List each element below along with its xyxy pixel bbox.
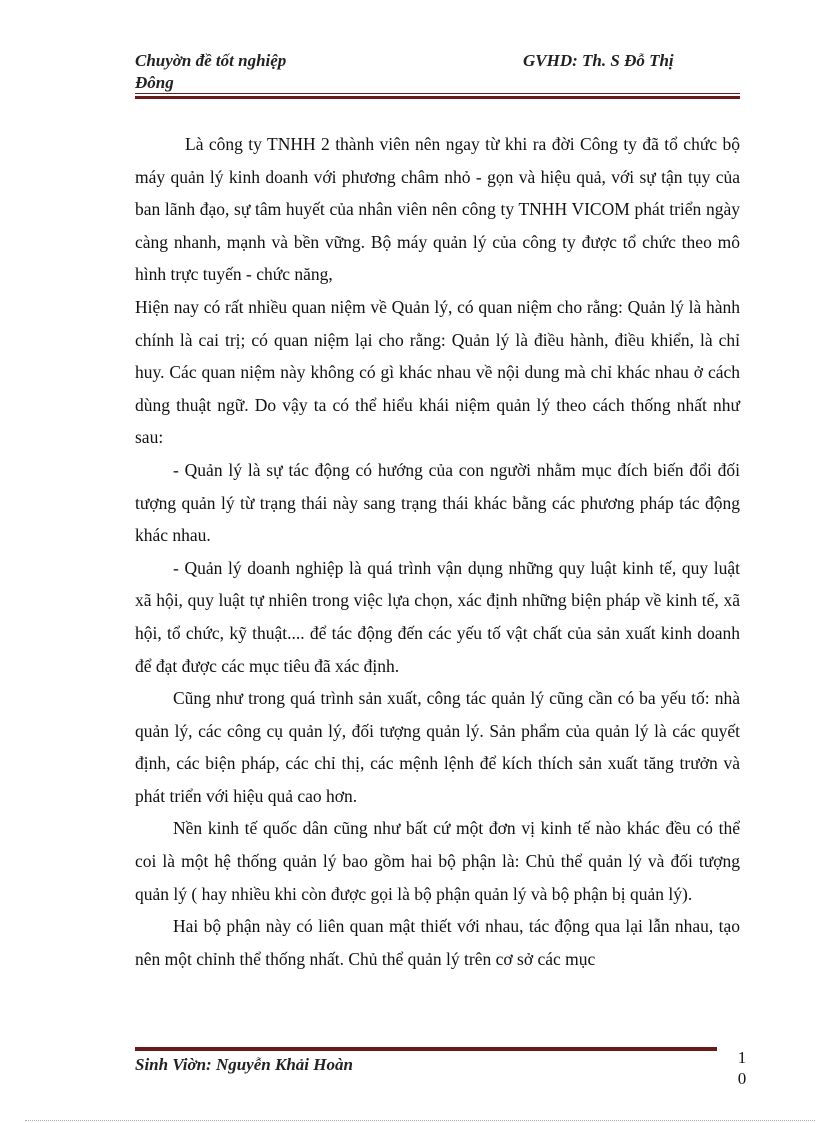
paragraph-3: - Quản lý là sự tác động có hướng của con người nhằm mục đích biến đổi đối tượng quản lý từ trạng thái này sang trạng thái khác bằng các phương pháp tác động khác nhau.	[135, 459, 740, 546]
paragraph-2: Hiện nay có rất nhiều quan niệm về Quản lý, có quan niệm cho rằng: Quản lý là hành chính là cai trị; có quan niệm lại cho rằng: Quản lý là điều hành, điều khiển, là chỉ huy. Các quan niệm này không có gì khác nhau về nội dung mà chỉ khác nhau ở cách dùng thuật ngữ. Do vậy ta có thể hiểu khái niệm quản lý theo cách thống nhất như sau:	[135, 296, 740, 448]
paragraph-6: Nền kinh tế quốc dân cũng như bất cứ một đơn vị kinh tế nào khác đều có thể coi là một hệ thống quản lý bao gồm hai bộ phận là: Chủ thể quản lý và đối tượng quản lý ( hay nhiều khi còn được gọi là bộ phận quản lý và bộ phận bị quản lý).	[135, 818, 740, 904]
header-topic-line1: Chuyờn đề tốt nghiệp	[135, 51, 287, 70]
header-divider	[135, 93, 740, 99]
page-number-digit-2: 0	[737, 1069, 747, 1088]
footer-divider	[135, 1045, 717, 1051]
paragraph-1: Là công ty TNHH 2 thành viên nên ngay từ khi ra đời Công ty đã tổ chức bộ máy quản lý kinh doanh với phương châm nhỏ - gọn và hiệu quả, với sự tận tụy của ban lãnh đạo, sự tâm huyết của nhân viên nên công ty TNHH VICOM phát triển ngày càng nhanh, mạnh và bền vững. Bộ máy quản lý của công ty được tổ chức theo mô hình trực tuyến - chức năng,	[135, 134, 740, 285]
footer-student: Sinh Viờn: Nguyễn Khải Hoàn	[135, 1055, 353, 1074]
page-bottom-dotted-line	[25, 1120, 815, 1121]
page-number	[736, 1047, 748, 1089]
document-body	[135, 128, 740, 975]
paragraph-5: Cũng như trong quá trình sản xuất, công tác quản lý cũng cần có ba yếu tố: nhà quản lý, các công cụ quản lý, đối tượng quản lý. Sản phẩm của quản lý là các quyết định, các biện pháp, các chỉ thị, các mệnh lệnh để kích thích sản xuất tăng trưởn và phát triển với hiệu quả cao hơn.	[135, 688, 740, 806]
paragraph-4: - Quản lý doanh nghiệp là quá trình vận dụng những quy luật kinh tế, quy luật xã hội, quy luật tự nhiên trong việc lựa chọn, xác định những biện pháp về kinh tế, xã hội, tổ chức, kỹ thuật.... để tác động đến các yếu tố vật chất của sản xuất kinh doanh để đạt được các mục tiêu đã xác định.	[135, 557, 740, 676]
page-number-digit-1: 1	[737, 1048, 747, 1067]
header-advisor: GVHD: Th. S Đỗ Thị	[523, 51, 674, 70]
paragraph-7: Hai bộ phận này có liên quan mật thiết với nhau, tác động qua lại lẫn nhau, tạo nên một chỉnh thể thống nhất. Chủ thể quản lý trên cơ sở các mục	[135, 916, 740, 969]
header-topic	[135, 50, 286, 94]
header-topic-line2: Đông	[135, 73, 174, 92]
